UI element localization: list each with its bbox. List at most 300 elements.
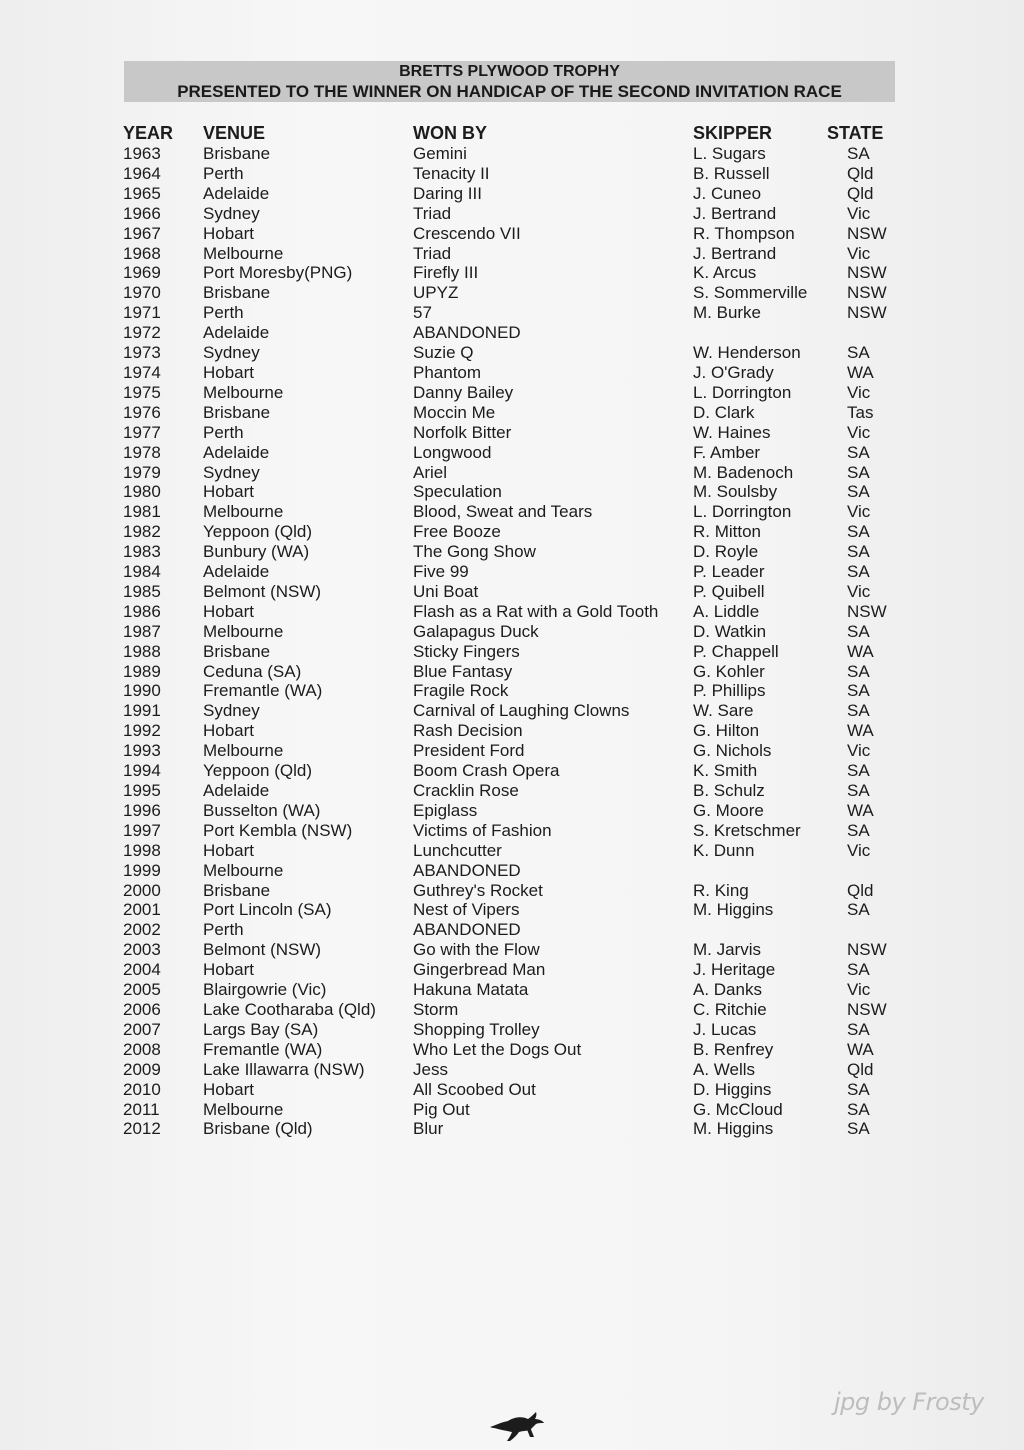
cell-venue: Port Kembla (NSW) <box>203 820 353 840</box>
cell-state <box>827 920 917 940</box>
cell-venue: Hobart <box>203 721 255 741</box>
table-row <box>120 1040 917 1060</box>
cell-venue: Lake Illawarra (NSW) <box>203 1059 365 1079</box>
cell-won-by: The Gong Show <box>413 542 536 562</box>
cell-venue: Hobart <box>203 1079 255 1099</box>
cell-state: SA <box>847 482 870 502</box>
cell-skipper: F. Amber <box>693 442 761 462</box>
table-row <box>120 542 917 562</box>
header-venue: VENUE <box>203 123 266 143</box>
cell-state <box>827 861 917 881</box>
cell-skipper: P. Chappell <box>693 641 779 661</box>
cell-state: SA <box>847 522 870 542</box>
cell-won-by: Firefly III <box>413 263 479 283</box>
cell-won-by: Blue Fantasy <box>413 661 513 681</box>
cell-won-by: Go with the Flow <box>413 940 540 960</box>
cell-skipper: P. Leader <box>693 562 765 582</box>
cell-state: SA <box>847 144 870 163</box>
cell-skipper: K. Dunn <box>693 840 755 860</box>
cell-won-by: Galapagus Duck <box>413 621 539 641</box>
cell-skipper: G. Nichols <box>693 741 772 761</box>
cell-skipper: G. Moore <box>693 800 764 820</box>
cell-skipper: W. Sare <box>693 701 754 721</box>
cell-won-by: ABANDONED <box>413 860 521 880</box>
cell-won-by: Guthrey's Rocket <box>413 880 543 900</box>
cell-state: Vic <box>847 840 871 860</box>
cell-venue: Blairgowrie (Vic) <box>203 980 327 1000</box>
table-row <box>120 662 917 682</box>
table-row <box>120 184 917 204</box>
table-body <box>120 144 917 1139</box>
cell-state: SA <box>847 1099 870 1119</box>
cell-year: 2010 <box>123 1079 161 1099</box>
cell-won-by: Speculation <box>413 482 502 502</box>
cell-venue: Melbourne <box>203 860 284 880</box>
cell-year: 1973 <box>123 343 161 363</box>
cell-skipper: P. Quibell <box>693 581 765 601</box>
cell-skipper: J. Bertrand <box>693 243 777 263</box>
cell-venue: Melbourne <box>203 382 284 402</box>
results-table <box>120 118 917 1139</box>
cell-year: 1971 <box>123 303 161 323</box>
cell-year: 1987 <box>123 621 161 641</box>
cell-skipper: G. Kohler <box>693 661 765 681</box>
cell-state: SA <box>847 661 870 681</box>
cell-won-by: Nest of Vipers <box>413 900 520 920</box>
cell-venue: Perth <box>203 920 244 940</box>
table-row <box>120 423 917 443</box>
cell-won-by: Who Let the Dogs Out <box>413 1039 582 1059</box>
cell-venue: Brisbane <box>203 144 271 163</box>
table-row <box>120 323 917 343</box>
cell-state: SA <box>847 542 870 562</box>
cell-skipper: R. Mitton <box>693 522 762 542</box>
cell-venue: Brisbane <box>203 880 271 900</box>
cell-year: 2004 <box>123 960 161 980</box>
cell-skipper: G. Hilton <box>693 721 760 741</box>
cell-year: 2012 <box>123 1119 161 1139</box>
cell-won-by: Suzie Q <box>413 343 474 363</box>
cell-state: SA <box>847 781 870 800</box>
table-row <box>120 602 917 622</box>
table-row <box>120 363 917 383</box>
table-row <box>120 781 917 801</box>
cell-venue: Hobart <box>203 840 255 860</box>
cell-skipper: G. McCloud <box>693 1099 783 1119</box>
cell-skipper: J. Bertrand <box>693 203 777 223</box>
cell-won-by: Hakuna Matata <box>413 980 529 1000</box>
table-row <box>120 622 917 642</box>
cell-state: Vic <box>847 502 871 522</box>
cell-state: NSW <box>847 303 887 323</box>
cell-venue: Belmont (NSW) <box>203 581 322 601</box>
cell-venue: Melbourne <box>203 1099 284 1119</box>
cell-year: 1967 <box>123 223 161 243</box>
table-row <box>120 562 917 582</box>
table-row <box>120 681 917 701</box>
cell-year: 1968 <box>123 243 161 263</box>
table-row <box>120 482 917 502</box>
cell-venue: Perth <box>203 303 244 323</box>
table-row <box>120 383 917 403</box>
cell-won-by: Blood, Sweat and Tears <box>413 502 593 522</box>
cell-venue: Melbourne <box>203 741 284 761</box>
cell-venue: Yeppoon (Qld) <box>203 522 313 542</box>
cell-year: 1997 <box>123 820 161 840</box>
cell-won-by: 57 <box>413 303 432 323</box>
cell-skipper <box>693 323 827 343</box>
cell-state <box>827 323 917 343</box>
cell-won-by: Carnival of Laughing Clowns <box>413 701 630 721</box>
cell-state: Qld <box>847 880 874 900</box>
cell-year: 1995 <box>123 781 161 800</box>
cell-skipper: J. Heritage <box>693 960 776 980</box>
cell-state: SA <box>847 960 870 980</box>
cell-won-by: Cracklin Rose <box>413 781 519 800</box>
table-row <box>120 1000 917 1020</box>
cell-state: NSW <box>847 223 887 243</box>
table-row <box>120 443 917 463</box>
table-row <box>120 741 917 761</box>
cell-state: NSW <box>847 263 887 283</box>
cell-won-by: Epiglass <box>413 800 478 820</box>
cell-skipper: D. Higgins <box>693 1079 772 1099</box>
cell-year: 1970 <box>123 283 161 303</box>
cell-state: SA <box>847 820 870 840</box>
cell-venue: Brisbane <box>203 641 271 661</box>
cell-won-by: Pig Out <box>413 1099 470 1119</box>
cell-venue: Hobart <box>203 223 255 243</box>
cell-won-by: Tenacity II <box>413 163 490 183</box>
table-row <box>120 701 917 721</box>
table-row <box>120 821 917 841</box>
table-row <box>120 144 917 164</box>
header-won-by: WON BY <box>413 123 487 143</box>
cell-venue: Bunbury (WA) <box>203 542 310 562</box>
cell-year: 2007 <box>123 1019 161 1039</box>
table-row <box>120 1080 917 1100</box>
table-row <box>120 303 917 323</box>
cell-state: SA <box>847 1019 870 1039</box>
cell-year: 1978 <box>123 442 161 462</box>
cell-year: 2008 <box>123 1039 161 1059</box>
cell-venue: Fremantle (WA) <box>203 1039 323 1059</box>
cell-skipper: R. Thompson <box>693 223 795 243</box>
cell-state: Tas <box>847 402 874 422</box>
cell-state: SA <box>847 701 870 721</box>
cell-skipper: M. Higgins <box>693 1119 774 1139</box>
table-row <box>120 204 917 224</box>
cell-year: 2000 <box>123 880 161 900</box>
cell-skipper: K. Arcus <box>693 263 757 283</box>
cell-year: 1992 <box>123 721 161 741</box>
cell-won-by: Gemini <box>413 144 467 163</box>
table-row <box>120 263 917 283</box>
cell-state: Qld <box>847 1059 874 1079</box>
cell-state: WA <box>847 641 874 661</box>
cell-state: SA <box>847 442 870 462</box>
cell-year: 1993 <box>123 741 161 761</box>
cell-skipper: W. Henderson <box>693 343 801 363</box>
cell-year: 1994 <box>123 761 161 781</box>
trophy-title: BRETTS PLYWOOD TROPHY <box>399 63 620 80</box>
table-row <box>120 244 917 264</box>
table-row <box>120 900 917 920</box>
table-row <box>120 861 917 881</box>
cell-won-by: Danny Bailey <box>413 382 514 402</box>
cell-won-by: Ariel <box>413 462 448 482</box>
cell-venue: Hobart <box>203 960 255 980</box>
cell-won-by: Gingerbread Man <box>413 960 546 980</box>
cell-venue: Adelaide <box>203 442 270 462</box>
cell-skipper: M. Badenoch <box>693 462 794 482</box>
cell-year: 1983 <box>123 542 161 562</box>
table-row <box>120 841 917 861</box>
cell-venue: Brisbane (Qld) <box>203 1119 313 1139</box>
cell-state: SA <box>847 681 870 701</box>
cell-venue: Port Lincoln (SA) <box>203 900 332 920</box>
cell-year: 2011 <box>123 1099 160 1119</box>
cell-skipper: K. Smith <box>693 761 758 781</box>
cell-state: Qld <box>847 183 874 203</box>
cell-venue: Adelaide <box>203 562 270 582</box>
cell-won-by: Crescendo VII <box>413 223 521 243</box>
cell-year: 1989 <box>123 661 161 681</box>
cell-skipper: M. Soulsby <box>693 482 778 502</box>
cell-venue: Melbourne <box>203 243 284 263</box>
table-row <box>120 1119 917 1139</box>
cell-venue: Perth <box>203 422 244 442</box>
cell-skipper: B. Renfrey <box>693 1039 774 1059</box>
cell-state: WA <box>847 1039 874 1059</box>
cell-state: NSW <box>847 283 887 303</box>
cell-year: 1988 <box>123 641 161 661</box>
cell-venue: Hobart <box>203 601 255 621</box>
cell-won-by: Five 99 <box>413 562 469 582</box>
cell-skipper: D. Royle <box>693 542 759 562</box>
cell-skipper: D. Clark <box>693 402 755 422</box>
cell-skipper: C. Ritchie <box>693 999 767 1019</box>
cell-state: Vic <box>847 422 871 442</box>
table-row <box>120 980 917 1000</box>
cell-skipper: L. Sugars <box>693 144 766 163</box>
cell-year: 1990 <box>123 681 161 701</box>
cell-year: 1964 <box>123 163 161 183</box>
cell-venue: Ceduna (SA) <box>203 661 302 681</box>
cell-won-by: Phantom <box>413 362 482 382</box>
cell-venue: Sydney <box>203 203 260 223</box>
cell-won-by: ABANDONED <box>413 920 521 940</box>
cell-state: NSW <box>847 940 887 960</box>
cell-state: SA <box>847 562 870 582</box>
cell-venue: Sydney <box>203 701 260 721</box>
table-row <box>120 164 917 184</box>
cell-venue: Fremantle (WA) <box>203 681 323 701</box>
cell-year: 1972 <box>123 323 161 343</box>
header-skipper: SKIPPER <box>693 123 773 143</box>
cell-year: 1977 <box>123 422 161 442</box>
cell-state: SA <box>847 1119 870 1139</box>
cell-won-by: ABANDONED <box>413 323 521 343</box>
cell-year: 1975 <box>123 382 161 402</box>
table-row <box>120 343 917 363</box>
cell-year: 1996 <box>123 800 161 820</box>
cell-year: 2006 <box>123 999 161 1019</box>
table-row <box>120 642 917 662</box>
cell-skipper: D. Watkin <box>693 621 767 641</box>
cell-state: NSW <box>847 999 887 1019</box>
cell-venue: Sydney <box>203 462 260 482</box>
cell-year: 1982 <box>123 522 161 542</box>
cell-skipper: J. Lucas <box>693 1019 757 1039</box>
cell-year: 1981 <box>123 502 161 522</box>
cell-won-by: Triad <box>413 243 452 263</box>
cell-won-by: Boom Crash Opera <box>413 761 560 781</box>
cell-year: 1986 <box>123 601 161 621</box>
cell-venue: Brisbane <box>203 402 271 422</box>
cell-skipper <box>693 920 827 940</box>
cell-state: Vic <box>847 203 871 223</box>
cell-won-by: Flash as a Rat with a Gold Tooth <box>413 601 659 621</box>
cell-skipper: J. O'Grady <box>693 362 774 382</box>
cell-state: SA <box>847 1079 870 1099</box>
cell-skipper: R. King <box>693 880 749 900</box>
cell-state: SA <box>847 621 870 641</box>
cell-year: 1974 <box>123 362 161 382</box>
cell-venue: Port Moresby(PNG) <box>203 263 353 283</box>
cell-skipper: W. Haines <box>693 422 771 442</box>
cell-year: 1966 <box>123 203 161 223</box>
cell-skipper: S. Kretschmer <box>693 820 801 840</box>
cell-state: Vic <box>847 980 871 1000</box>
cell-year: 1991 <box>123 701 161 721</box>
table-row <box>120 881 917 901</box>
cell-year: 1998 <box>123 840 161 860</box>
table-row <box>120 940 917 960</box>
cell-won-by: President Ford <box>413 741 525 761</box>
cell-venue: Adelaide <box>203 183 270 203</box>
cell-venue: Brisbane <box>203 283 271 303</box>
cell-venue: Largs Bay (SA) <box>203 1019 319 1039</box>
cell-won-by: Norfolk Bitter <box>413 422 512 442</box>
cell-skipper: A. Danks <box>693 980 762 1000</box>
cell-skipper: L. Dorrington <box>693 502 792 522</box>
cell-state: WA <box>847 362 874 382</box>
cell-won-by: Fragile Rock <box>413 681 509 701</box>
cell-venue: Hobart <box>203 362 255 382</box>
cell-state: SA <box>847 761 870 781</box>
cell-venue: Sydney <box>203 343 260 363</box>
table-row <box>120 1060 917 1080</box>
cell-state: Vic <box>847 741 871 761</box>
table-row <box>120 283 917 303</box>
cell-year: 2009 <box>123 1059 161 1079</box>
table-row <box>120 403 917 423</box>
table-row <box>120 582 917 602</box>
table-row <box>120 920 917 940</box>
cell-state: Vic <box>847 243 871 263</box>
cell-year: 1985 <box>123 581 161 601</box>
cell-venue: Melbourne <box>203 502 284 522</box>
table-row <box>120 721 917 741</box>
cell-year: 1984 <box>123 562 161 582</box>
cell-won-by: Moccin Me <box>413 402 496 422</box>
cell-venue: Adelaide <box>203 781 270 800</box>
cell-won-by: Shopping Trolley <box>413 1019 540 1039</box>
cell-year: 1979 <box>123 462 161 482</box>
header-state: STATE <box>827 123 884 143</box>
trophy-subtitle: PRESENTED TO THE WINNER ON HANDICAP OF THE SECOND INVITATION RACE <box>177 82 842 101</box>
cell-year: 1976 <box>123 402 161 422</box>
cell-skipper: L. Dorrington <box>693 382 792 402</box>
cell-skipper: A. Liddle <box>693 601 760 621</box>
table-row <box>120 761 917 781</box>
cell-skipper: B. Russell <box>693 163 770 183</box>
table-row <box>120 522 917 542</box>
cell-won-by: UPYZ <box>413 283 459 303</box>
cell-won-by: All Scoobed Out <box>413 1079 536 1099</box>
cell-state: NSW <box>847 601 887 621</box>
cell-venue: Belmont (NSW) <box>203 940 322 960</box>
cell-state: WA <box>847 800 874 820</box>
cell-skipper: P. Phillips <box>693 681 766 701</box>
cell-skipper: M. Higgins <box>693 900 774 920</box>
cell-won-by: Sticky Fingers <box>413 641 520 661</box>
table-row <box>120 224 917 244</box>
cell-year: 1965 <box>123 183 161 203</box>
cell-state: WA <box>847 721 874 741</box>
table-row <box>120 801 917 821</box>
cell-state: Vic <box>847 382 871 402</box>
cell-state: Vic <box>847 581 871 601</box>
cell-venue: Adelaide <box>203 323 270 343</box>
cell-state: SA <box>847 900 870 920</box>
cell-year: 1980 <box>123 482 161 502</box>
cell-year: 1999 <box>123 860 161 880</box>
cell-venue: Yeppoon (Qld) <box>203 761 313 781</box>
cell-won-by: Victims of Fashion <box>413 820 552 840</box>
table-header-row <box>120 118 917 144</box>
cell-state: Qld <box>847 163 874 183</box>
cell-year: 1963 <box>123 144 161 163</box>
watermark-text: jpg by Frosty <box>834 1388 984 1416</box>
cell-year: 2003 <box>123 940 161 960</box>
cell-year: 1969 <box>123 263 161 283</box>
cell-skipper: A. Wells <box>693 1059 756 1079</box>
cell-venue: Perth <box>203 163 244 183</box>
cell-won-by: Uni Boat <box>413 581 479 601</box>
cell-state: SA <box>847 462 870 482</box>
cell-skipper: B. Schulz <box>693 781 765 800</box>
cell-won-by: Jess <box>413 1059 448 1079</box>
cell-skipper <box>693 861 827 881</box>
table-row <box>120 463 917 483</box>
cell-won-by: Lunchcutter <box>413 840 502 860</box>
table-row <box>120 1020 917 1040</box>
cell-venue: Lake Cootharaba (Qld) <box>203 999 376 1019</box>
kangaroo-icon <box>486 1407 546 1443</box>
header-year: YEAR <box>123 123 174 143</box>
cell-venue: Busselton (WA) <box>203 800 321 820</box>
cell-skipper: M. Jarvis <box>693 940 761 960</box>
cell-year: 2001 <box>123 900 161 920</box>
cell-venue: Hobart <box>203 482 255 502</box>
cell-year: 2002 <box>123 920 161 940</box>
cell-skipper: J. Cuneo <box>693 183 762 203</box>
cell-won-by: Free Booze <box>413 522 501 542</box>
cell-won-by: Triad <box>413 203 452 223</box>
cell-won-by: Blur <box>413 1119 444 1139</box>
